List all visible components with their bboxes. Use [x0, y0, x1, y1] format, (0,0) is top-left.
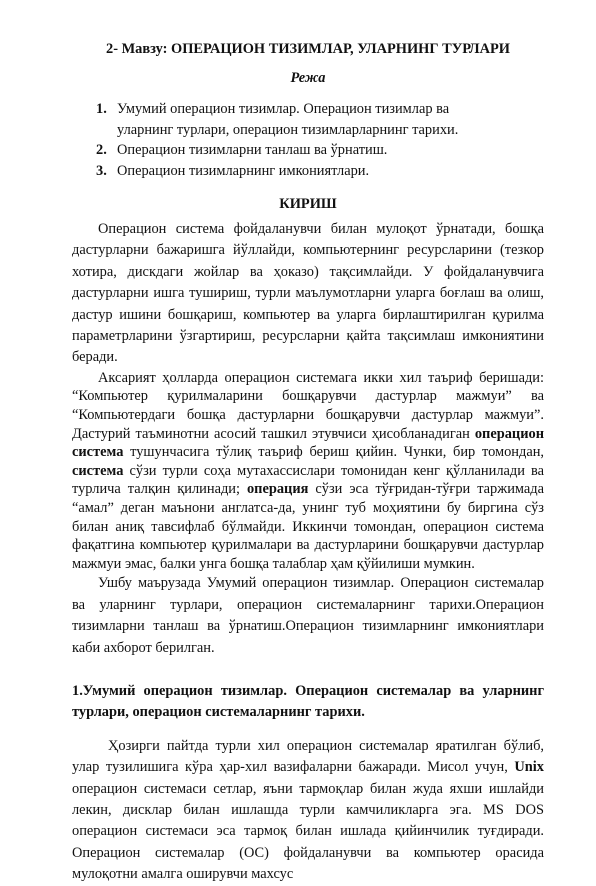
plan-item: [72, 161, 474, 182]
plan-item-text: Умумий операцион тизимлар. Операцион тизимлар ва уларнинг турлари, операцион тизимларларнинг тарихи.: [117, 101, 459, 138]
bold-term: операцион система: [72, 425, 544, 461]
document-title: 2- Мавзу: ОПЕРАЦИОН ТИЗИМЛАР, УЛАРНИНГ ТУРЛАРИ: [106, 41, 510, 57]
plan-item: [72, 99, 474, 140]
intro-heading: КИРИШ: [279, 196, 337, 212]
text-span: Аксарият ҳолларда операцион системага икки хил таъриф беришади: “Компьютер қурилмаларини бошқарувчи дастурлар мажмуи” ва “Компьютердаги бошқа дастурларни бошқарувчи дастурлар мажмуи”. Дастурий таъминотни асосий ташкил этувчиси ҳисобланадиган: [72, 369, 544, 442]
intro-paragraph-1: Операцион система фойдаланувчи билан мулоқот ўрнатади, бошқа дастурларни бажаришга йўллайди, компьютернинг ресурсларини (тезкор хотира, дискдаги жойлар ва ҳоказо) тақсимлайди. У фойдаланувчига дастурларни ишга тушириш, турли маълумотларни уларга боғлаш ва олиш, дастур ишини бошқариш, компьютер ва уларга бирлаштирилган қурилма параметрларини ўзгартириш, ресурсларни қайта тақсимлаш имкониятини беради.: [72, 221, 544, 366]
part1-heading: 1.Умумий операцион тизимлар. Операцион системалар ва уларнинг турлари, операцион системаларнинг тарихи.: [72, 683, 544, 721]
plan-item: [72, 140, 474, 161]
part1-paragraph-1: [72, 736, 544, 886]
plan-item-number: 1.: [96, 101, 107, 117]
text-span: сўзи эса тўғридан-тўғри таржимада “амал” деган маънони англатса-да, унинг туб моҳиятини бу биргина сўз билан аниқ тавсифлаб бўлмайди. Иккинчи томондан, операцион система фақатгина компьютер қурилмалари ва дастурларини бошқарувчи дастурлар мажмуи эмас, балки унга бошқа талаблар ҳам қўйилиши мумкин.: [72, 481, 544, 572]
plan-heading: Режа: [290, 70, 326, 86]
plan-list: [72, 99, 544, 181]
bold-term: Unix: [514, 759, 544, 776]
text-span: операцион системаси сетлар, яъни тармоқлар билан жуда яхши ишлайди лекин, дисклар билан ишлашда турли камчиликларга эга. MS DOS операцион системаси эса тармоқ билан ишлада қийинчилик туғдиради. Операцион системалар (ОС) фойдаланувчи ва компьютер орасида мулоқотни амалга оширувчи махсус: [72, 780, 544, 883]
text-span: сўзи турли соҳа мутахассислари томонидан кенг қўлланилади ва турлича талқин қилинади;: [72, 462, 544, 498]
plan-item-text: Операцион тизимларнинг имкониятлари.: [117, 162, 370, 179]
text-span: Ҳозирги пайтда турли хил операцион системалар яратилган бўлиб, улар тузилишига кўра ҳар-хил вазифаларни бажаради. Мисол учун,: [72, 737, 544, 776]
bold-term: операция: [246, 481, 309, 498]
plan-item-number: 2.: [96, 142, 107, 158]
plan-item-text: Операцион тизимларни танлаш ва ўрнатиш.: [117, 142, 388, 158]
bold-term: система: [72, 462, 124, 479]
plan-item-number: 3.: [96, 162, 107, 179]
text-span: тушунчасига тўлиқ таъриф бериш қийин. Чунки, бир томондан,: [123, 444, 544, 461]
intro-paragraph-2: [72, 369, 544, 574]
intro-paragraph-3: Ушбу маърузада Умумий операцион тизимлар. Операцион системалар ва уларнинг турлари, операцион системаларнинг тарихи.Операцион тизимларни танлаш ва ўрнатиш.Операцион тизимларнинг имкониятлари каби ахборот берилган.: [72, 575, 544, 656]
